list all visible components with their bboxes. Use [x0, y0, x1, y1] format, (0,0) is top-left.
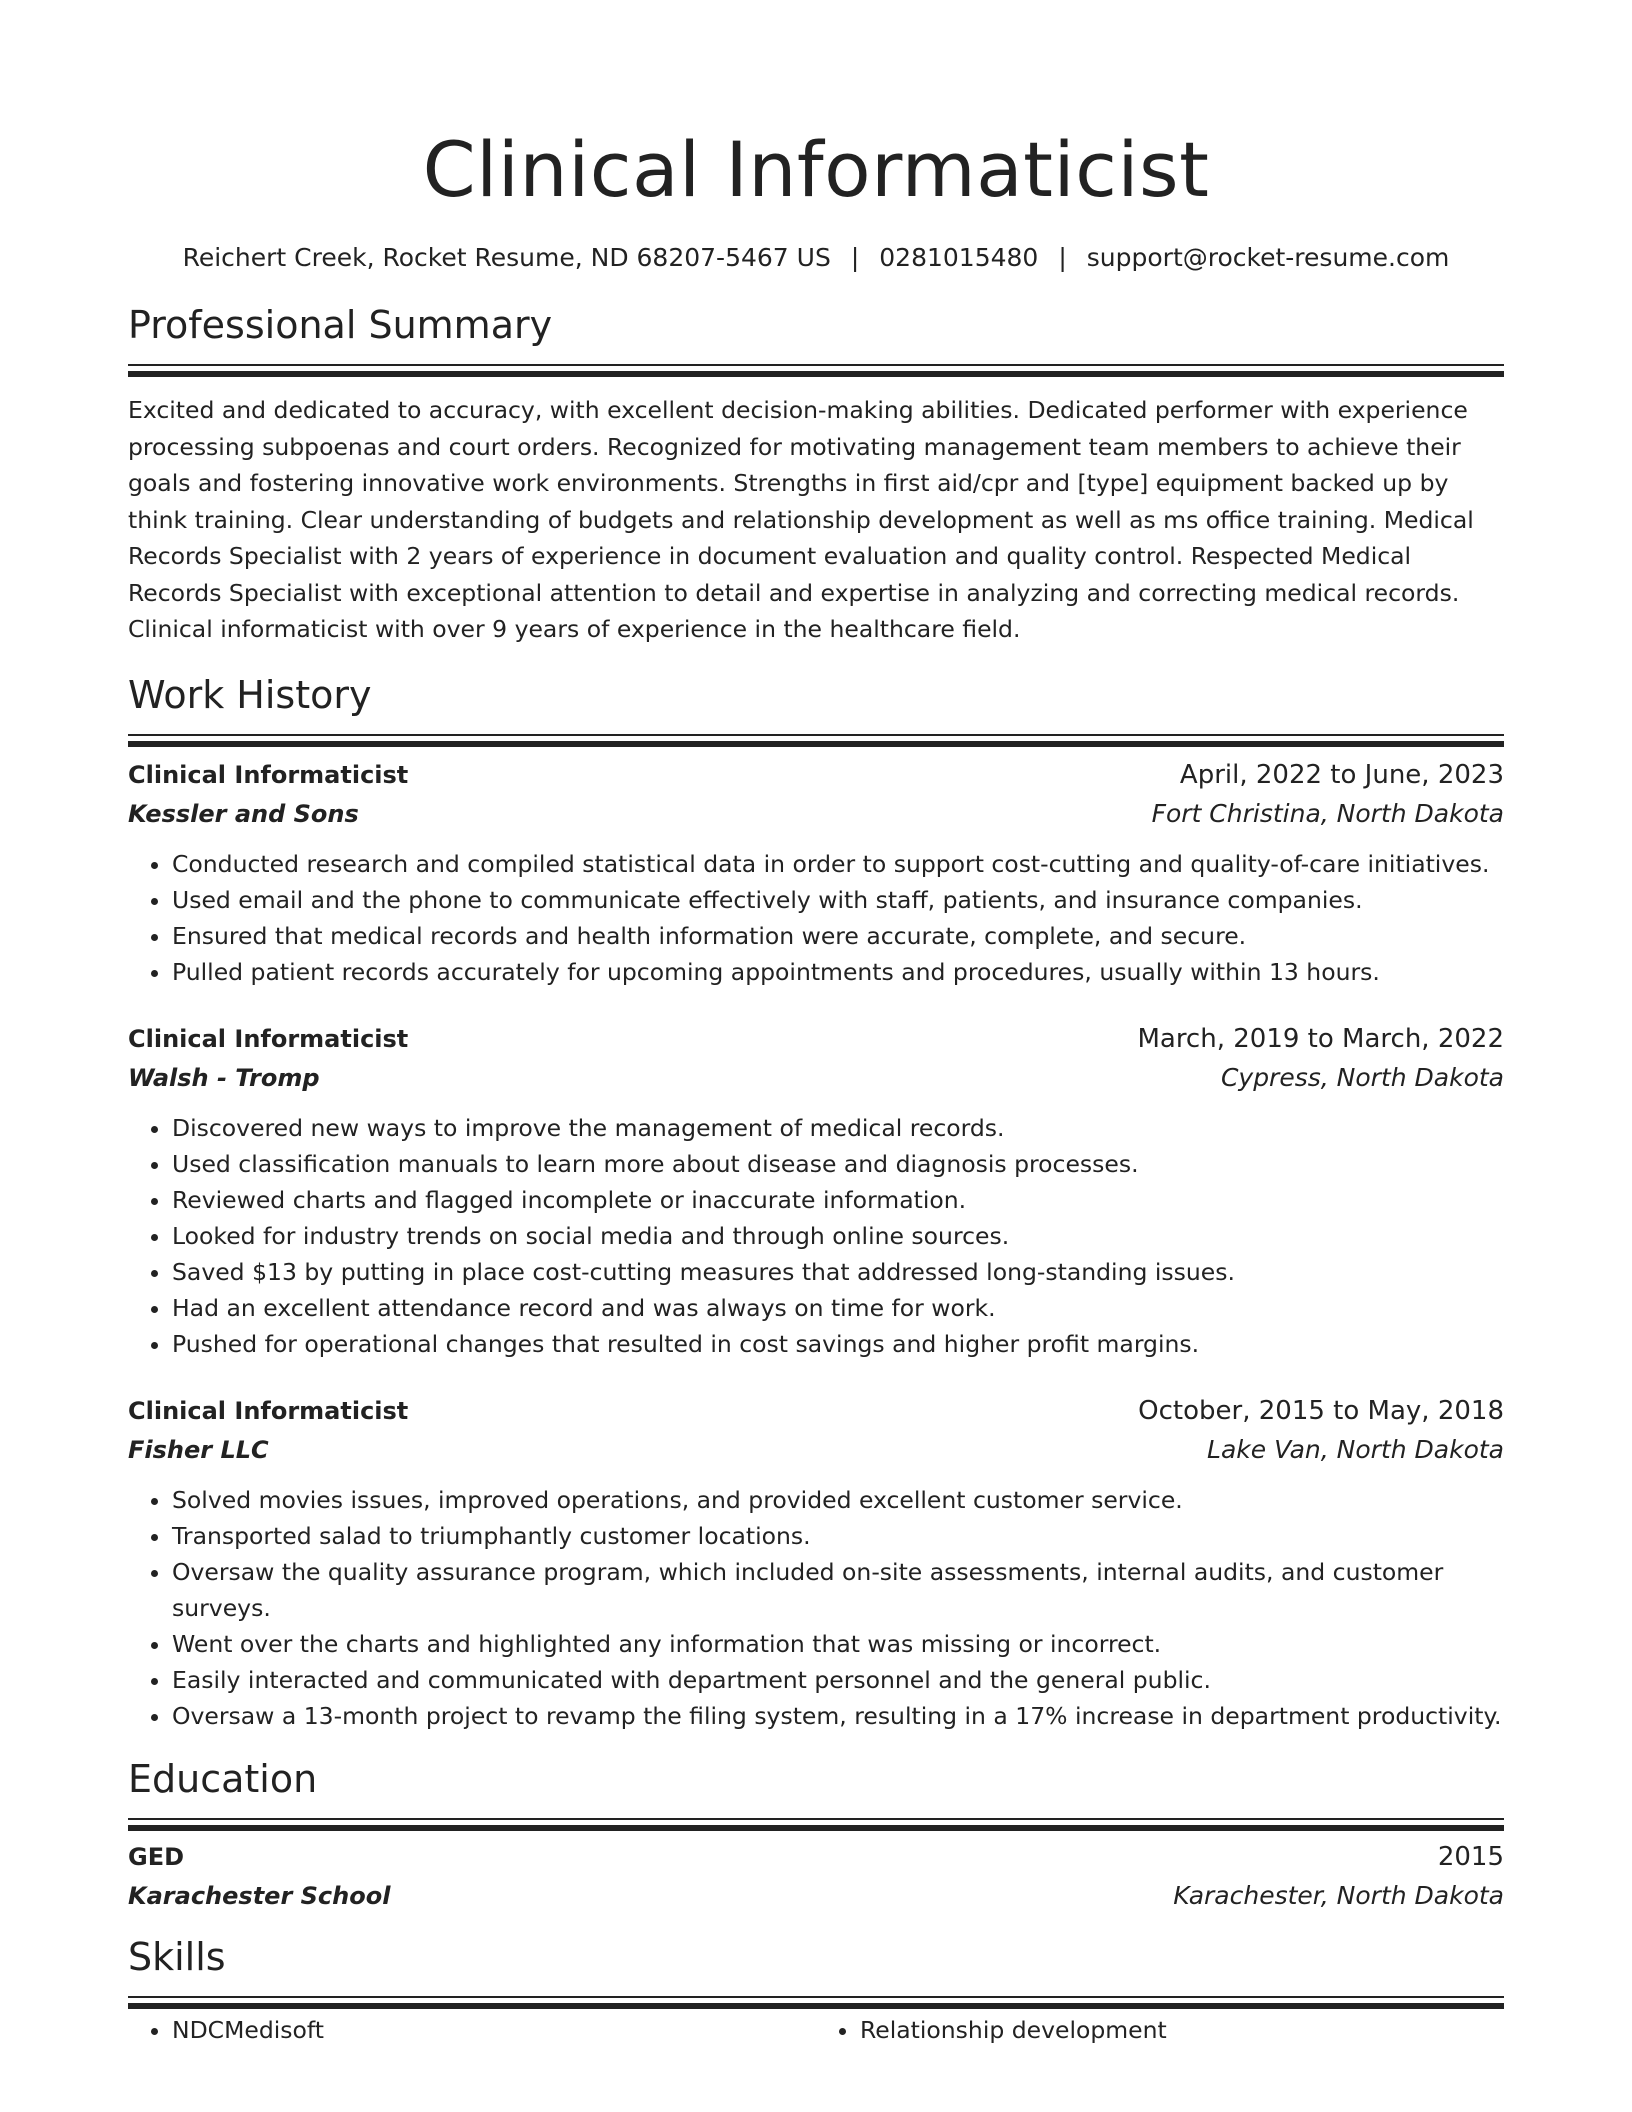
job-bullets [128, 846, 1504, 990]
skills-list-right [816, 2012, 1504, 2048]
job-bullets [128, 1110, 1504, 1362]
job-location: Fort Christina, North Dakota [1151, 798, 1504, 828]
section-divider [128, 1996, 1504, 1998]
skills-section [128, 1932, 1504, 2048]
section-title-work-history: Work History [128, 672, 372, 717]
section-divider [128, 1818, 1504, 1820]
list-item: • Looked for industry trends on social media and through online sources. [172, 1218, 1504, 1254]
list-item: • Saved $13 by putting in place cost-cutting measures that addressed long-standing issues. [172, 1254, 1504, 1290]
list-item: • Had an excellent attendance record and was always on time for work. [172, 1290, 1504, 1326]
work-history-section [128, 670, 1504, 1734]
list-item: • Oversaw the quality assurance program, which included on-site assessments, internal audits, and customer surveys. [172, 1554, 1504, 1626]
contact-address: Reichert Creek, Rocket Resume, ND 68207-5467 US [182, 243, 831, 272]
job-location: Lake Van, North Dakota [1207, 1434, 1504, 1464]
skills-columns [128, 2012, 1504, 2048]
list-item: • Transported salad to triumphantly customer locations. [172, 1518, 1504, 1554]
list-item: • Conducted research and compiled statistical data in order to support cost-cutting and quality-of-care initiatives. [172, 846, 1504, 882]
section-title-education: Education [128, 1756, 318, 1801]
job-location: Cypress, North Dakota [1220, 1062, 1504, 1092]
list-item: • Pulled patient records accurately for upcoming appointments and procedures, usually within 13 hours. [172, 954, 1504, 990]
list-item: • Solved movies issues, improved operations, and provided excellent customer service. [172, 1482, 1504, 1518]
job-company: Walsh - Tromp [128, 1063, 320, 1092]
list-item: • Ensured that medical records and health information were accurate, complete, and secure. [172, 918, 1504, 954]
job-company: Fisher LLC [128, 1435, 269, 1464]
job-entry [128, 1020, 1504, 1362]
section-divider [128, 364, 1504, 366]
education-section [128, 1754, 1504, 1914]
section-title-skills: Skills [128, 1934, 226, 1979]
list-item: • Pushed for operational changes that resulted in cost savings and higher profit margins. [172, 1326, 1504, 1362]
summary-text: Excited and dedicated to accuracy, with excellent decision-making abilities. Dedicated performer with experience processing subpoenas and court orders. Recognized for motivating management team members to achieve their goals and fostering innovative work environments. Strengths in first aid/cpr and [type] equipment backed up by think training. Clear understanding of budgets and relationship development as well as ms office training. Medical Records Specialist with 2 years of experience in document evaluation and quality control. Respected Medical Records Specialist with exceptional attention to detail and expertise in analyzing and correcting medical records. Clinical informaticist with over 9 years of experience in the healthcare field. [128, 396, 1474, 643]
job-dates: April, 2022 to June, 2023 [1179, 759, 1504, 790]
list-item: • Relationship development [860, 2012, 1504, 2048]
job-dates: March, 2019 to March, 2022 [1137, 1023, 1504, 1054]
list-item: • Used email and the phone to communicate effectively with staff, patients, and insurance companies. [172, 882, 1504, 918]
section-divider [128, 734, 1504, 736]
job-title: Clinical Informaticist [128, 760, 409, 789]
education-school: Karachester School [128, 1881, 391, 1910]
education-year: 2015 [1437, 1841, 1504, 1872]
contact-phone: 0281015480 [879, 243, 1039, 272]
education-location: Karachester, North Dakota [1173, 1880, 1504, 1910]
list-item: • Discovered new ways to improve the management of medical records. [172, 1110, 1504, 1146]
job-bullets [128, 1482, 1504, 1734]
job-dates: October, 2015 to May, 2018 [1138, 1395, 1504, 1426]
skills-list-left [128, 2012, 816, 2048]
job-entry [128, 1392, 1504, 1734]
job-title: Clinical Informaticist [128, 1396, 409, 1425]
list-item: • NDCMedisoft [172, 2012, 816, 2048]
list-item: • Went over the charts and highlighted any information that was missing or incorrect. [172, 1626, 1504, 1662]
summary-section [128, 300, 1504, 648]
section-title-summary: Professional Summary [128, 303, 553, 347]
contact-separator: | [1058, 243, 1067, 272]
list-item: • Easily interacted and communicated with department personnel and the general public. [172, 1662, 1504, 1698]
list-item: • Reviewed charts and flagged incomplete or inaccurate information. [172, 1182, 1504, 1218]
job-company: Kessler and Sons [128, 799, 359, 828]
list-item: • Used classification manuals to learn more about disease and diagnosis processes. [172, 1146, 1504, 1182]
job-entry [128, 756, 1504, 990]
resume-name: Clinical Informaticist [422, 125, 1210, 214]
contact-line [128, 240, 1504, 276]
list-item: • Oversaw a 13-month project to revamp the filing system, resulting in a 17% increase in department productivity. [172, 1698, 1504, 1734]
contact-email[interactable]: support@rocket-resume.com [1086, 243, 1450, 272]
education-degree: GED [128, 1842, 185, 1871]
contact-separator: | [850, 243, 860, 272]
job-title: Clinical Informaticist [128, 1024, 409, 1053]
